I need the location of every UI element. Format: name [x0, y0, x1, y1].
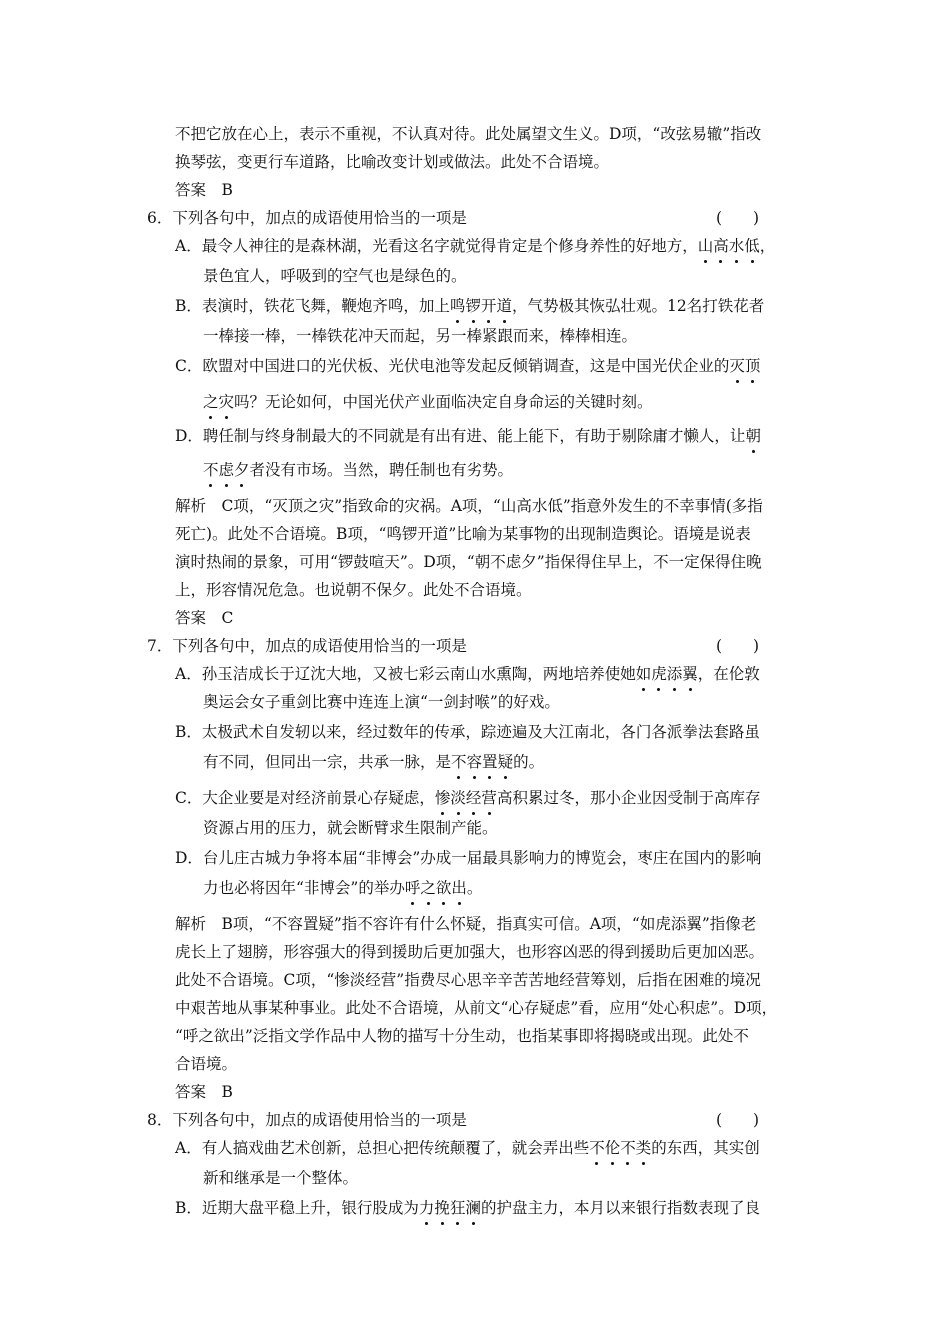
text-run: ，气势极其恢弘壮观。12名打铁花者 [511, 297, 765, 315]
text-run: 力也必将因年“非博会”的举办 [203, 879, 405, 897]
explanation-6-line-2 [175, 524, 751, 544]
emphasized-idiom: 呼之欲出 [404, 879, 467, 897]
text-run: D．聘任制与终身制最大的不同就是有出有进、能上能下，有助于剔除庸才懒人，让 [175, 427, 746, 445]
text-run: 吗？无论如何，中国光伏产业面临决定自身命运的关键时刻。 [234, 393, 653, 411]
q6-option-d-line-2 [203, 460, 513, 480]
q6-option-c-line-1 [175, 356, 760, 376]
q7-option-b-line-1 [175, 722, 760, 742]
text-run: ，在伦敦 [697, 665, 760, 683]
text-run: A．最令人神往的是森林湖，光看这名字就觉得肯定是个修身养性的好地方， [175, 237, 698, 255]
explanation-7-line-4 [175, 998, 777, 1018]
emphasized-idiom: 朝 [745, 427, 761, 445]
explanation-7-line-2 [175, 942, 764, 962]
q8-option-a-line-2 [203, 1168, 358, 1188]
text-run: 有不同，但同出一宗，共承一脉，是 [203, 753, 452, 771]
text-run: 一棒接一棒，一棒铁花冲天而起，另一棒紧跟而来，棒棒相连。 [203, 327, 638, 345]
explanation-6-line-1 [175, 496, 763, 516]
q6-answer-blank: ( ) [716, 209, 760, 227]
text-run: 高积累过冬，那小企业因受制于高库存 [496, 789, 761, 807]
q6-option-c-line-2 [203, 392, 653, 412]
text-run: 新和继承是一个整体。 [203, 1169, 359, 1187]
text-run: 死亡)。此处不合语境。B项，“鸣锣开道”比喻为某事物的出现制造舆论。语境是说表 [175, 525, 751, 543]
emphasized-idiom: 不容置疑 [451, 753, 514, 771]
emphasized-idiom: 灭顶 [729, 357, 761, 375]
text-run: 解析 C项，“灭顶之灾”指致命的灾祸。A项，“山高水低”指意外发生的不幸事情(多指 [175, 497, 763, 515]
question-8-stem [147, 1110, 467, 1130]
text-run: 。 [466, 879, 483, 897]
emphasized-idiom: 不伦不类 [589, 1139, 652, 1157]
emphasized-idiom: 如虎添翼 [635, 665, 698, 683]
q6-option-a-line-2 [203, 266, 467, 286]
text-run: 虎长上了翅膀，形容强大的得到援助后更加强大，也形容凶恶的得到援助后更加凶恶。 [175, 943, 765, 961]
q7-option-a-line-2 [203, 692, 560, 712]
q7-option-d-line-2 [203, 878, 482, 898]
q7-option-c-line-1 [175, 788, 760, 808]
q6-option-a-line-1 [175, 236, 775, 256]
text-run: 答案 C [175, 609, 234, 627]
text-run: ， [759, 237, 776, 255]
emphasized-idiom: 山高水低 [697, 237, 760, 255]
q8-answer-blank: ( ) [716, 1111, 760, 1129]
q7-option-a-line-1 [175, 664, 760, 684]
text-run: 的。 [513, 753, 545, 771]
text-run: 答案 B [175, 181, 233, 199]
emphasized-idiom: 鸣锣开道 [449, 297, 512, 315]
explanation-7-line-1 [175, 914, 756, 934]
text-run: B．近期大盘平稳上升，银行股成为 [175, 1199, 419, 1217]
text-run: 解析 B项，“不容置疑”指不容许有什么怀疑，指真实可信。A项，“如虎添翼”指像老 [175, 915, 757, 933]
text-run: C．欧盟对中国进口的光伏板、光伏电池等发起反倾销调查，这是中国光伏企业的 [175, 357, 730, 375]
q8-option-b-line-1 [175, 1198, 760, 1218]
text-run: 8．下列各句中，加点的成语使用恰当的一项是 [147, 1111, 467, 1129]
text-run: C．大企业要是对经济前景心存疑虑， [175, 789, 435, 807]
emphasized-idiom: 不虑夕 [203, 461, 250, 479]
text-run: 上，形容情况危急。也说朝不保夕。此处不合语境。 [175, 581, 532, 599]
q6-option-b-line-1 [175, 296, 764, 316]
text-run: 7．下列各句中，加点的成语使用恰当的一项是 [147, 637, 467, 655]
explanation-7-line-3 [175, 970, 761, 990]
text-run: 的东西，其实创 [651, 1139, 760, 1157]
explanation-6-line-3 [175, 552, 762, 572]
emphasized-idiom: 之灾 [203, 393, 235, 411]
question-7-stem [147, 636, 467, 656]
q6-option-b-line-2 [203, 326, 637, 346]
text-run: 资源占用的压力，就会断臂求生限制产能。 [203, 819, 498, 837]
text-run: 6．下列各句中，加点的成语使用恰当的一项是 [147, 209, 467, 227]
text-run: 中艰苦地从事某种事业。此处不合语境，从前文“心存疑虑”看，应用“处心积虑”。D项， [175, 999, 778, 1017]
text-run: 不把它放在心上，表示不重视，不认真对待。此处属望文生义。D项，“改弦易辙”指改 [175, 125, 762, 143]
answer-6 [175, 608, 233, 628]
explanation-5-line-2 [175, 124, 761, 144]
explanation-5-line-3 [175, 152, 609, 172]
text-run: 此处不合语境。C项，“惨淡经营”指费尽心思辛辛苦苦地经营筹划，后指在困难的境况 [175, 971, 761, 989]
text-run: 答案 B [175, 1083, 233, 1101]
text-run: 的护盘主力，本月以来银行指数表现了良 [480, 1199, 760, 1217]
text-run: B．太极武术自发轫以来，经过数年的传承，踪迹遍及大江南北，各门各派拳法套路虽 [175, 723, 760, 741]
text-run: 奥运会女子重剑比赛中连连上演“一剑封喉”的好戏。 [203, 693, 560, 711]
q7-option-d-line-1 [175, 848, 761, 868]
explanation-7-line-5 [175, 1026, 749, 1046]
text-run: 合语境。 [175, 1055, 238, 1073]
text-run: B．表演时，铁花飞舞，鞭炮齐鸣，加上 [175, 297, 450, 315]
text-run: 者没有市场。当然，聘任制也有劣势。 [249, 461, 514, 479]
q8-option-a-line-1 [175, 1138, 760, 1158]
text-run: A．有人搞戏曲艺术创新，总担心把传统颠覆了，就会弄出些 [175, 1139, 590, 1157]
text-run: D．台儿庄古城力争将本届“非博会”办成一届最具影响力的博览会，枣庄在国内的影响 [175, 849, 762, 867]
text-run: 换琴弦，变更行车道路，比喻改变计划或做法。此处不合语境。 [175, 153, 610, 171]
emphasized-idiom: 惨淡经营 [434, 789, 497, 807]
q7-option-c-line-2 [203, 818, 498, 838]
explanation-7-line-6 [175, 1054, 237, 1074]
text-run: 演时热闹的景象，可用“锣鼓喧天”。D项，“朝不虑夕”指保得住早上，不一定保得住晚 [175, 553, 762, 571]
answer-7 [175, 1082, 233, 1102]
text-run: “呼之欲出”泛指文学作品中人物的描写十分生动，也指某事即将揭晓或出现。此处不 [175, 1027, 749, 1045]
answer-5 [175, 180, 233, 200]
text-run: 景色宜人，呼吸到的空气也是绿色的。 [203, 267, 467, 285]
text-run: A．孙玉洁成长于辽沈大地，又被七彩云南山水熏陶，两地培养使她 [175, 665, 636, 683]
emphasized-idiom: 力挽狂澜 [418, 1199, 481, 1217]
question-6-stem [147, 208, 467, 228]
q7-option-b-line-2 [203, 752, 544, 772]
q7-answer-blank: ( ) [716, 637, 760, 655]
explanation-6-line-4 [175, 580, 532, 600]
q6-option-d-line-1 [175, 426, 761, 446]
